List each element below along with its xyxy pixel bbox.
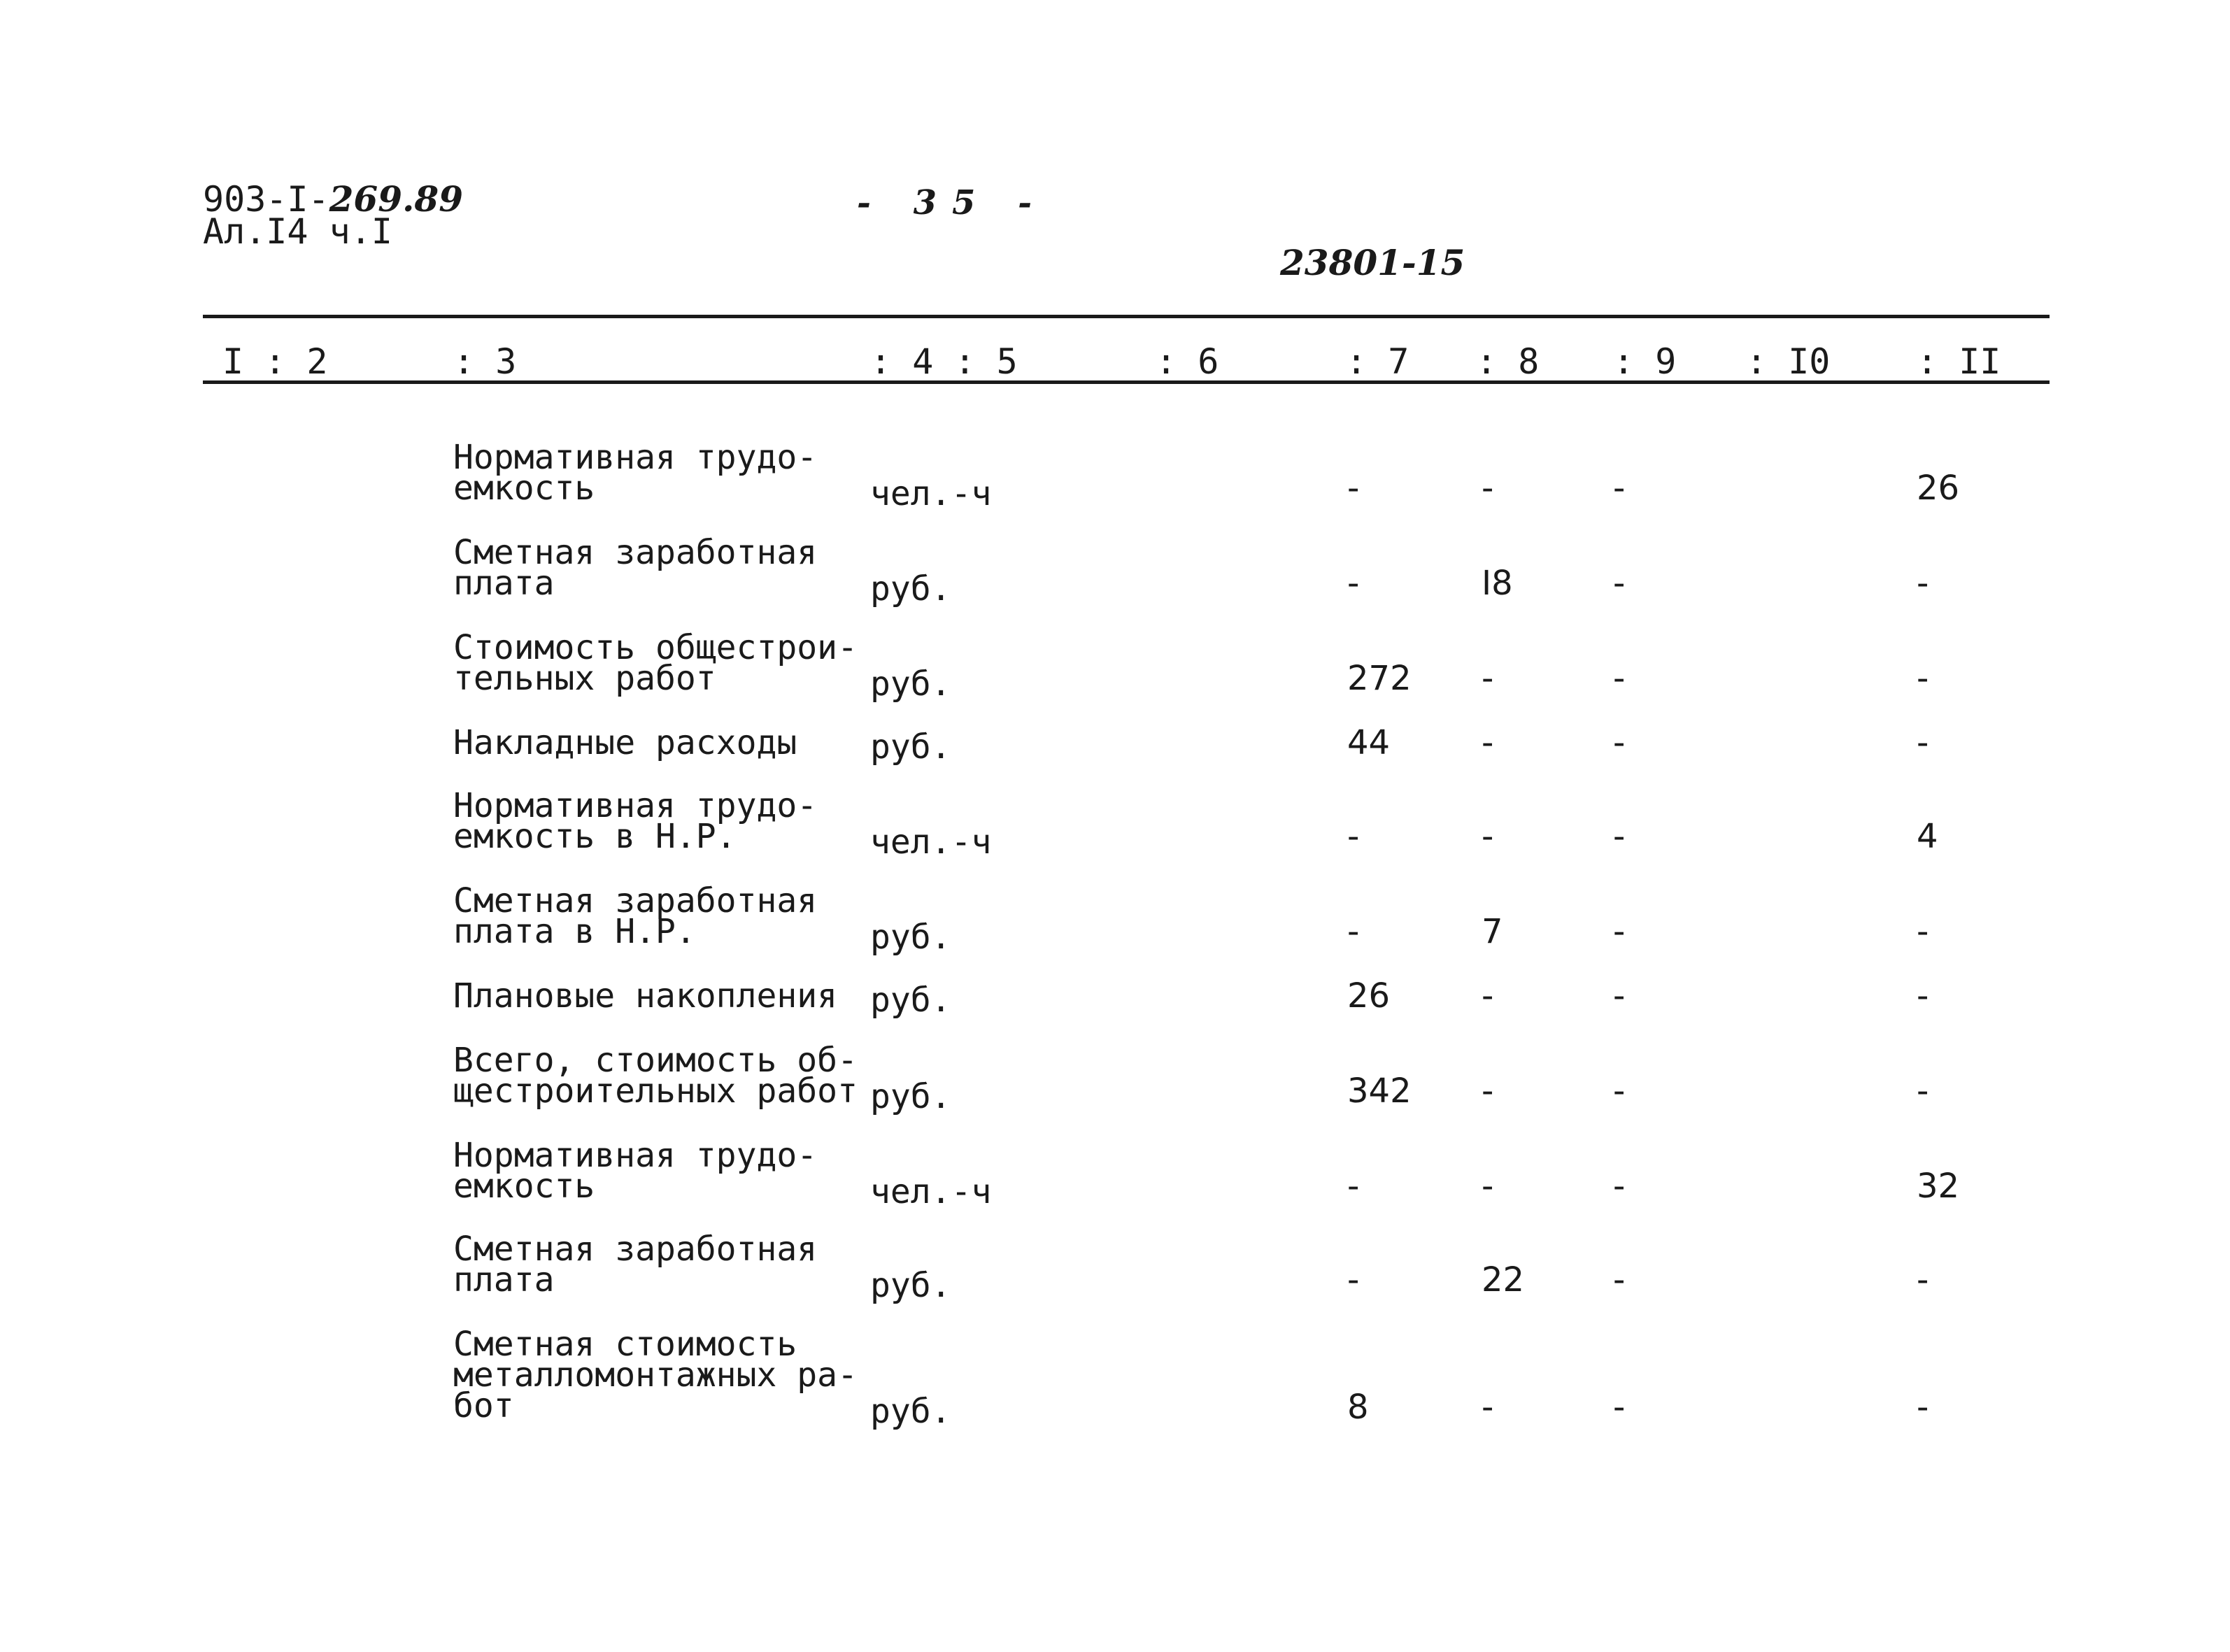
cell-col-11: -: [1917, 1071, 1929, 1111]
col-header-4-5: : 4 : 5: [870, 341, 1018, 382]
table-row-unit: руб.: [870, 1392, 951, 1431]
table-row-unit: чел.-ч: [870, 823, 992, 862]
table-row-unit: руб.: [870, 727, 951, 767]
cell-col-11: 4: [1917, 817, 1938, 856]
cell-col-11: -: [1917, 976, 1929, 1016]
cell-col-7: -: [1347, 817, 1360, 856]
cell-col-11: -: [1917, 1260, 1929, 1299]
col-header-7: : 7: [1346, 341, 1409, 382]
cell-col-7: 272: [1347, 659, 1412, 698]
document-code-handwritten: 269.89: [329, 178, 463, 220]
cell-col-7: 8: [1347, 1388, 1369, 1427]
table-row-description: Сметная заработная плата в Н.Р.: [453, 881, 818, 951]
cell-col-11: -: [1917, 723, 1929, 762]
cell-col-8: 7: [1482, 912, 1503, 951]
table-row-description: Накладные расходы: [453, 723, 797, 762]
cell-col-8: -: [1482, 817, 1494, 856]
cell-col-9: -: [1613, 564, 1626, 603]
cell-col-9: -: [1613, 912, 1626, 951]
cell-col-8: -: [1482, 723, 1494, 762]
cell-col-9: -: [1613, 469, 1626, 508]
cell-col-11: 32: [1917, 1167, 1960, 1206]
table-row-unit: руб.: [870, 569, 951, 608]
table-row-description: Плановые накопления: [453, 976, 838, 1016]
cell-col-8: I8: [1482, 564, 1513, 603]
cell-col-7: -: [1347, 912, 1360, 951]
table-row-unit: руб.: [870, 981, 951, 1020]
cell-col-9: -: [1613, 659, 1626, 698]
inventory-number: 23801-15: [1280, 242, 1465, 283]
col-header-10: : I0: [1746, 341, 1831, 382]
table-row-description: Стоимость общестрои- тельных работ: [453, 628, 858, 698]
cell-col-9: -: [1613, 1071, 1626, 1111]
cell-col-8: -: [1482, 1167, 1494, 1206]
cell-col-11: 26: [1917, 469, 1960, 508]
col-header-1-2: I : 2: [222, 341, 328, 382]
col-header-11: : II: [1917, 341, 2001, 382]
cell-col-9: -: [1613, 1388, 1626, 1427]
cell-col-7: 44: [1347, 723, 1391, 762]
cell-col-8: 22: [1482, 1260, 1525, 1299]
cell-col-11: -: [1917, 564, 1929, 603]
cell-col-9: -: [1613, 723, 1626, 762]
cell-col-9: -: [1613, 976, 1626, 1016]
table-row-description: Сметная заработная плата: [453, 533, 818, 603]
cell-col-8: -: [1482, 976, 1494, 1016]
cell-col-7: -: [1347, 564, 1360, 603]
table-row-unit: чел.-ч: [870, 1172, 992, 1211]
col-header-6: : 6: [1156, 341, 1219, 382]
col-header-9: : 9: [1613, 341, 1677, 382]
table-row-unit: руб.: [870, 918, 951, 957]
cell-col-8: -: [1482, 1071, 1494, 1111]
table-row-unit: руб.: [870, 664, 951, 704]
table-row-unit: руб.: [870, 1266, 951, 1305]
cell-col-9: -: [1613, 1167, 1626, 1206]
cell-col-7: -: [1347, 1167, 1360, 1206]
table-row-description: Нормативная трудо- емкость: [453, 438, 818, 508]
cell-col-11: -: [1917, 1388, 1929, 1427]
cell-col-11: -: [1917, 659, 1929, 698]
cell-col-8: -: [1482, 469, 1494, 508]
table-row-description: Сметная заработная плата: [453, 1230, 818, 1299]
table-row-unit: чел.-ч: [870, 474, 992, 513]
table-row-description: Нормативная трудо- емкость: [453, 1136, 818, 1206]
cell-col-7: -: [1347, 469, 1360, 508]
page-number: - 35 -: [857, 183, 1048, 222]
cell-col-7: 342: [1347, 1071, 1412, 1111]
cell-col-7: 26: [1347, 976, 1391, 1016]
cell-col-8: -: [1482, 659, 1494, 698]
album-label: Ал.I4 ч.I: [203, 211, 392, 252]
cell-col-9: -: [1613, 817, 1626, 856]
cell-col-11: -: [1917, 912, 1929, 951]
col-header-8: : 8: [1476, 341, 1540, 382]
table-row-unit: руб.: [870, 1077, 951, 1116]
col-header-3: : 3: [453, 341, 517, 382]
table-top-rule: [203, 315, 2050, 318]
table-row-description: Всего, стоимость об- щестроительных работ: [453, 1041, 858, 1111]
table-row-description: Нормативная трудо- емкость в Н.Р.: [453, 786, 818, 856]
cell-col-9: -: [1613, 1260, 1626, 1299]
cell-col-7: -: [1347, 1260, 1360, 1299]
document-code-prefix: 903-I-: [203, 179, 329, 220]
cell-col-8: -: [1482, 1388, 1494, 1427]
table-row-description: Сметная стоимость металломонтажных ра- бот: [453, 1325, 858, 1425]
